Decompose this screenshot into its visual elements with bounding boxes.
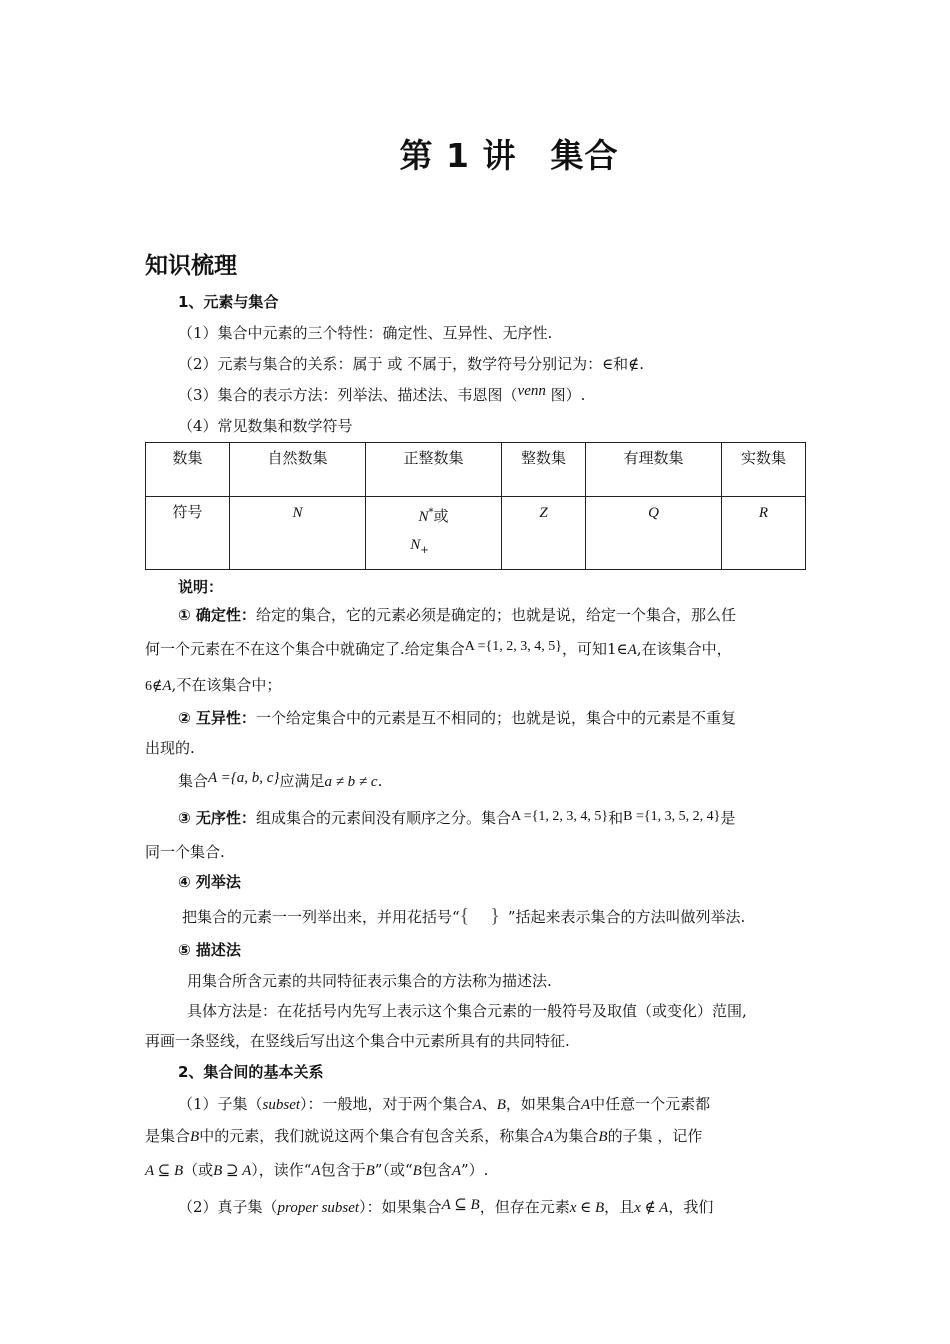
- table-cell: 正整数集: [366, 443, 502, 497]
- text: （3）集合的表示方法：列举法、描述法、韦恩图（: [178, 386, 518, 404]
- paragraph-properties: （1）集合中元素的三个特性：确定性、互异性、无序性.: [178, 324, 553, 342]
- table-cell: Z: [502, 497, 586, 570]
- section-heading: 知识梳理: [145, 253, 237, 279]
- subset-line-3: A ⊆ B（或B ⊇ A），读作“A包含于B”（或“B包含A”）.: [145, 1161, 489, 1179]
- proper-subset-line-1: （2）真子集（proper subset）：如果集合A ⊆ B，但存在元素x ∈ B，且x ∉ A，我们: [178, 1197, 714, 1216]
- table-cell: N*或 $N_+$: [366, 497, 502, 570]
- math-set: B ={1, 3, 5, 2, 4}: [623, 809, 721, 824]
- paragraph-representation: [178, 384, 585, 405]
- table-cell: 自然数集: [230, 443, 366, 497]
- note-3-line-1: ③ 无序性：组成集合的元素间没有顺序之分。集合A ={1, 2, 3, 4, 5}和B ={1, 3, 5, 2, 4}是: [178, 809, 736, 827]
- table-cell: 符号: [146, 497, 230, 570]
- subsection-heading-2: 2、集合间的基本关系: [178, 1063, 324, 1081]
- table-row: [146, 443, 806, 497]
- text: 图）.: [545, 386, 586, 404]
- subset-line-2: 是集合B中的元素，我们就说这两个集合有包含关系，称集合A为集合B的子集 ，记作: [145, 1127, 703, 1145]
- math-set: A ={a, b, c}: [208, 770, 280, 786]
- number-sets-table: [145, 442, 806, 570]
- note-1-line-3: 6∉A,不在该集合中；: [145, 676, 282, 694]
- note-2-line-1: ② 互异性：一个给定集合中的元素是互不相同的；也就是说，集合中的元素是不重复: [178, 709, 736, 727]
- math-set: A ={1, 2, 3, 4, 5}: [464, 639, 562, 654]
- paragraph-membership: （2）元素与集合的关系：属于 或 不属于，数学符号分别记为：∈和∉.: [178, 355, 645, 373]
- table-row: [146, 497, 806, 570]
- note-5-line-3: 再画一条竖线，在竖线后写出这个集合中元素所具有的共同特征.: [145, 1032, 570, 1050]
- notes-label: 说明：: [178, 578, 224, 596]
- subset-line-1: （1）子集（subset）：一般地，对于两个集合A、B，如果集合A中任意一个元素都: [178, 1095, 711, 1113]
- note-2-line-3: 集合A ={a, b, c}应满足a ≠ b ≠ c.: [178, 770, 383, 790]
- table-cell: 整数集: [502, 443, 586, 497]
- venn-term: venn: [517, 383, 546, 399]
- note-3-line-2: 同一个集合.: [145, 843, 225, 861]
- note-heading: ② 互异性：: [178, 709, 256, 727]
- table-cell: R: [722, 497, 806, 570]
- page-title: 第 1 讲 集合: [399, 136, 619, 175]
- note-heading: ③ 无序性：: [178, 809, 256, 827]
- note-heading: ① 确定性：: [178, 606, 256, 624]
- note-1-line-2: 何一个元素在不在这个集合中就确定了.给定集合A ={1, 2, 3, 4, 5}，可知1∈A,在该集合中，: [145, 639, 732, 658]
- table-cell: 实数集: [722, 443, 806, 497]
- paragraph-common-sets: （4）常见数集和数学符号: [178, 417, 353, 435]
- note-5-line-1: 用集合所含元素的共同特征表示集合的方法称为描述法.: [187, 972, 552, 990]
- table-cell: Q: [586, 497, 722, 570]
- subsection-heading-1: 1、元素与集合: [178, 293, 279, 311]
- note-2-line-2: 出现的.: [145, 739, 195, 757]
- table-cell: 有理数集: [586, 443, 722, 497]
- note-4-heading: ④ 列举法: [178, 873, 241, 891]
- table-cell: N: [230, 497, 366, 570]
- math-set: A ={1, 2, 3, 4, 5}: [510, 809, 609, 824]
- note-5-line-2: 具体方法是：在花括号内先写上表示这个集合元素的一般符号及取值（或变化）范围,: [187, 1002, 747, 1020]
- note-1-line-1: ① 确定性：给定的集合，它的元素必须是确定的；也就是说，给定一个集合，那么任: [178, 606, 736, 624]
- brace-symbol: { }: [459, 905, 508, 927]
- note-4-line-1: 把集合的元素一一列举出来，并用花括号“{ }”括起来表示集合的方法叫做列举法.: [182, 905, 746, 927]
- table-cell: 数集: [146, 443, 230, 497]
- note-5-heading: ⑤ 描述法: [178, 941, 241, 959]
